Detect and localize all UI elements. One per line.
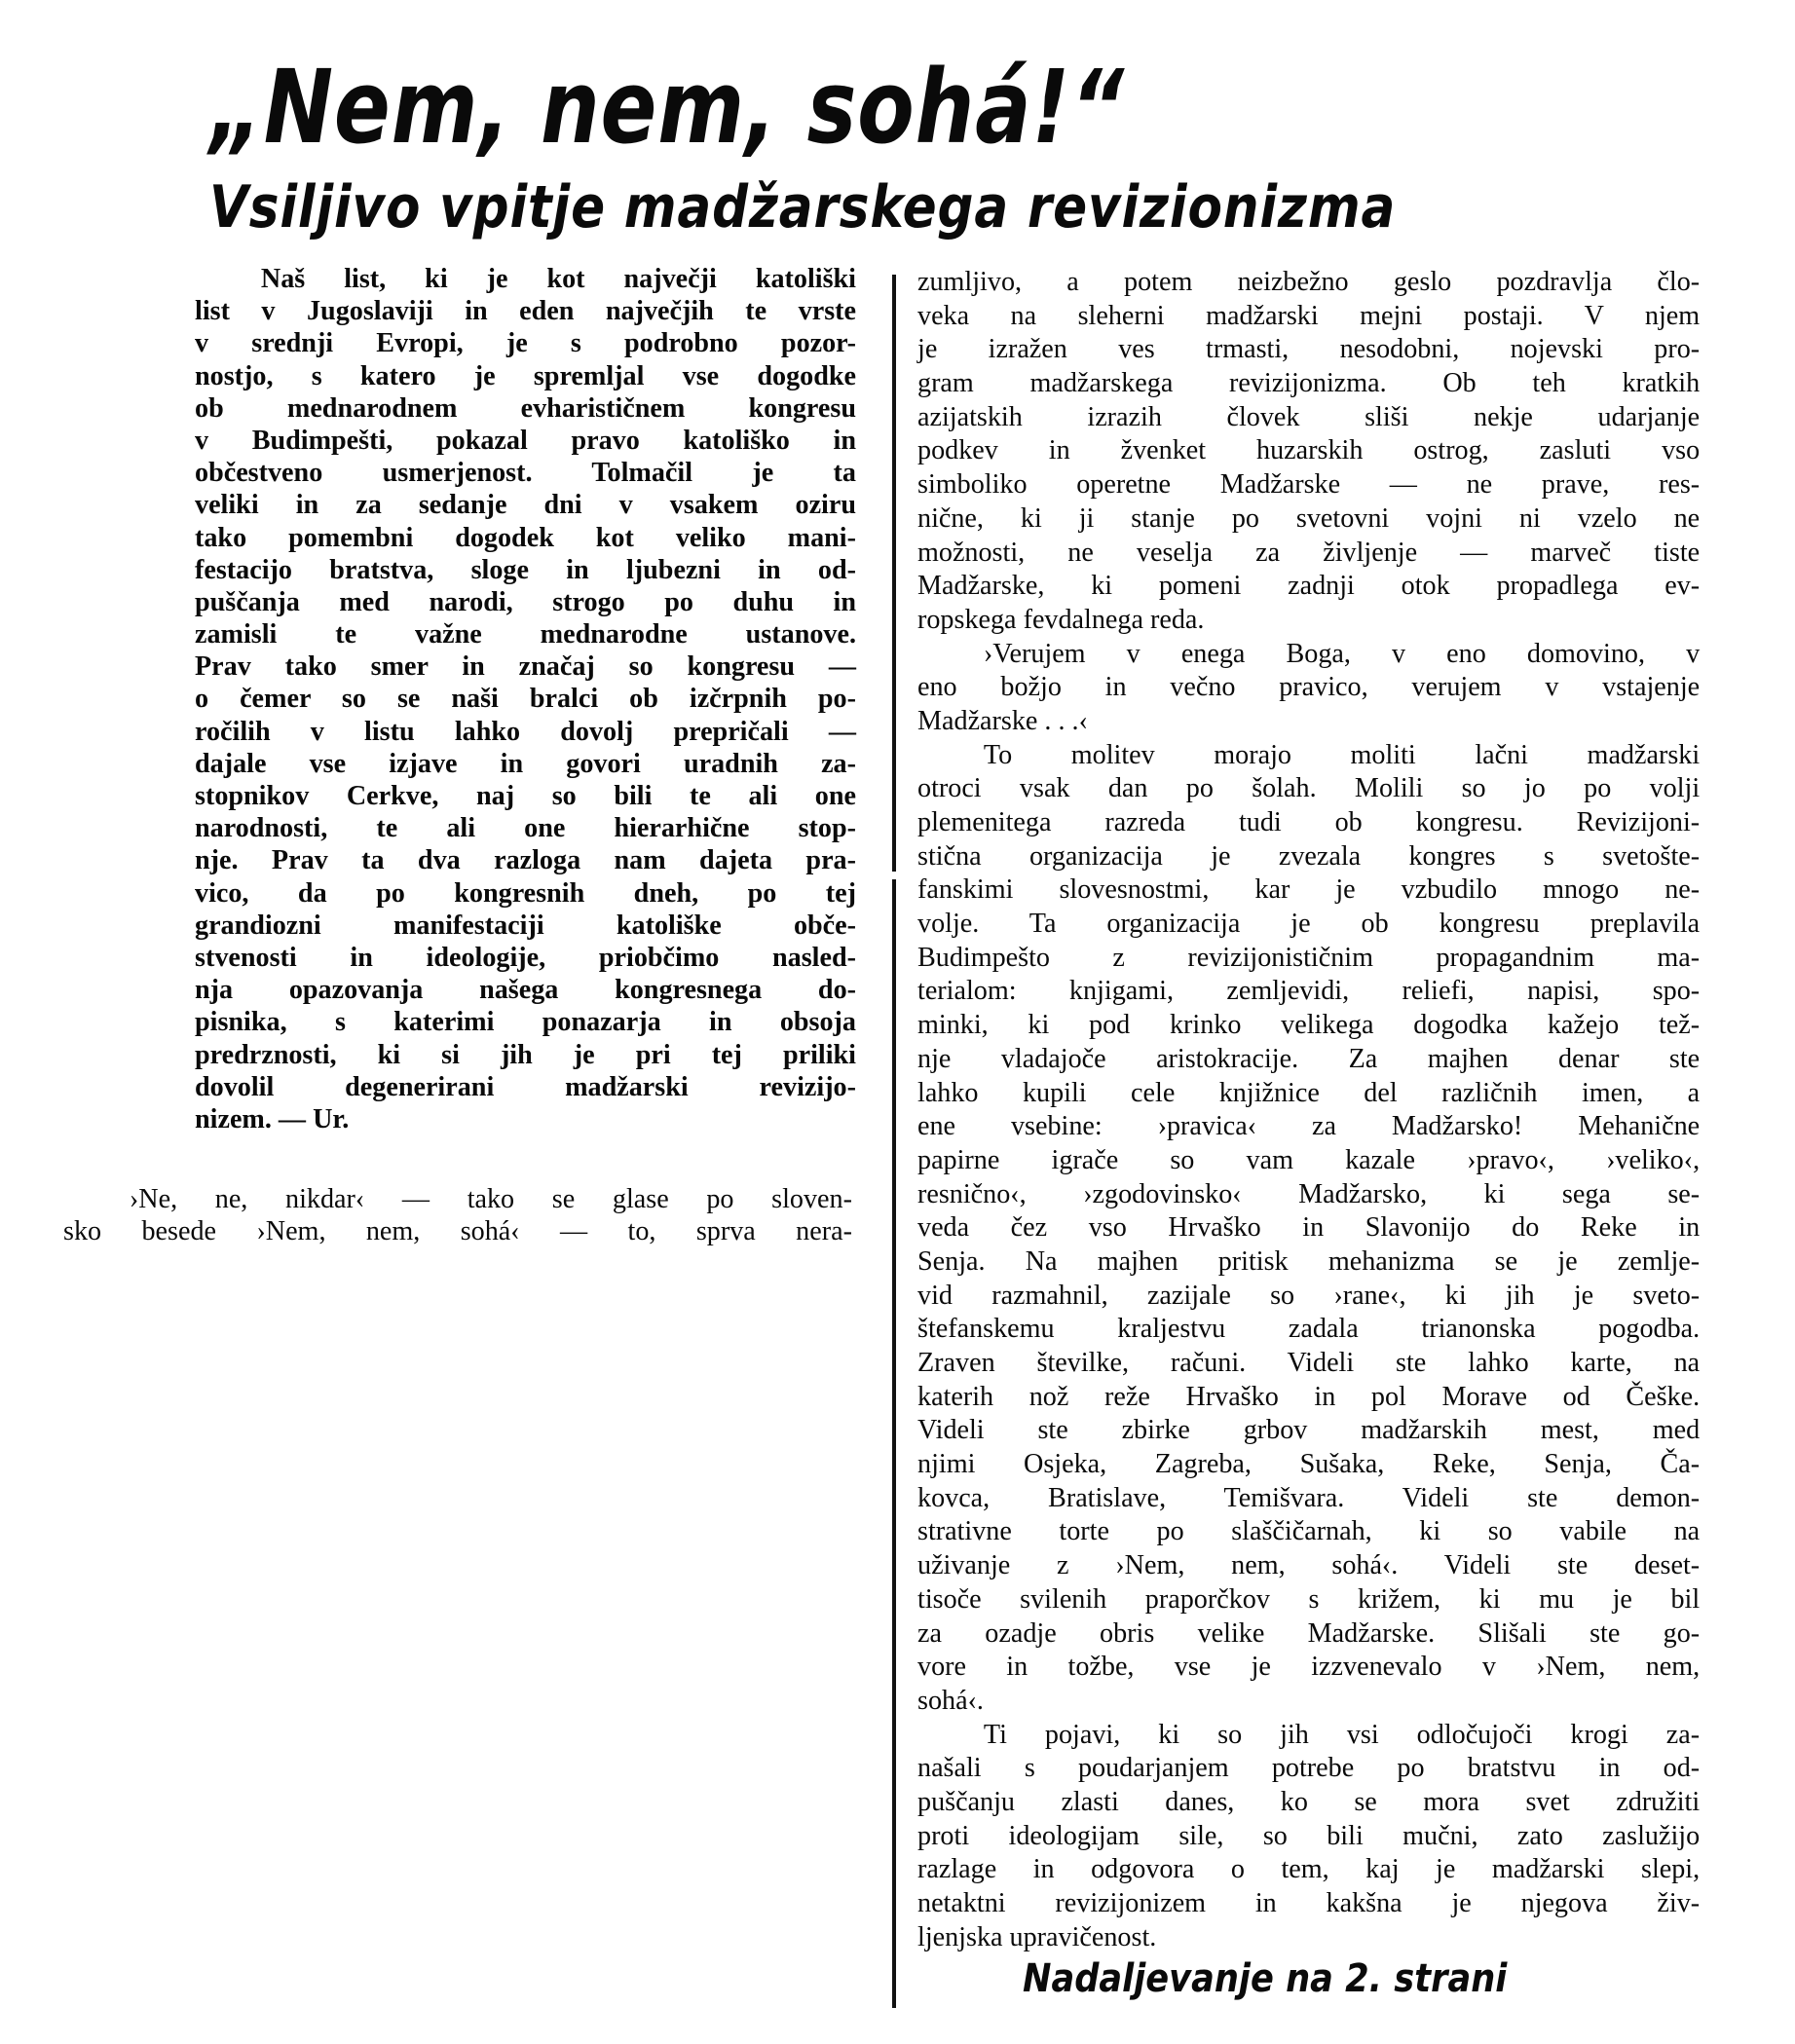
text-line: nje. Prav ta dva razloga nam dajeta pra-: [195, 844, 856, 876]
text-line: volje. Ta organizacija je ob kongresu preplavila: [917, 908, 1701, 940]
text-line: ropskega fevdalnega reda.: [917, 603, 1205, 635]
text-line: uživanje z ›Nem, nem, sohá‹. Videli ste deset-: [917, 1549, 1701, 1581]
text-line: veliki in za sedanje dni v vsakem oziru: [195, 489, 856, 521]
text-line: list v Jugoslaviji in eden največjih te vrste: [195, 295, 856, 327]
text-line: dajale vse izjave in govori uradnih za-: [195, 747, 856, 779]
text-line: njimi Osjeka, Zagreba, Sušaka, Reke, Senja, Ča-: [917, 1448, 1701, 1480]
text-line: o čemer so se naši bralci ob izčrpnih po-: [195, 683, 856, 715]
text-line: papirne igrače so vam kazale ›pravo‹, ›veliko‹,: [917, 1143, 1701, 1175]
text-line: Prav tako smer in značaj so kongresu —: [195, 650, 856, 683]
text-line: fanskimi slovesnostmi, kar je vzbudilo mnogo ne-: [917, 873, 1701, 906]
text-line: grandiozni manifestaciji katoliške obče-: [195, 909, 856, 941]
text-line: katerih nož reže Hrvaško in pol Morave od Češke.: [917, 1380, 1701, 1412]
text-line: simboliko operetne Madžarske — ne prave, res-: [917, 468, 1701, 501]
text-line: možnosti, ne veselja za življenje — marveč tiste: [917, 536, 1701, 568]
text-line: nja opazovanja našega kongresnega do-: [195, 974, 856, 1006]
left-column-body: [63, 1183, 877, 1247]
text-line: zumljivo, a potem neizbežno geslo pozdravlja člo-: [917, 266, 1701, 297]
text-line: Naš list, ki je kot največji katoliški: [260, 263, 856, 294]
text-line: nostjo, s katero je spremljal vse dogodke: [195, 359, 856, 391]
text-line: To molitev morajo moliti lačni madžarski: [983, 738, 1701, 770]
text-line: Videli ste zbirke grbov madžarskih mest, med: [917, 1414, 1701, 1446]
text-line: puščanja med narodi, strogo po duhu in: [195, 585, 856, 617]
text-line: stična organizacija je zvezala kongres s svetošte-: [917, 839, 1701, 872]
text-line: Madžarske, ki pomeni zadnji otok propadlega ev-: [917, 570, 1701, 602]
left-column-intro: [195, 263, 877, 1135]
column-divider-gap: [890, 872, 898, 879]
text-line: sohá‹.: [917, 1684, 984, 1716]
text-line: ljenjska upravičenost.: [917, 1920, 1157, 1952]
text-line: vid razmahnil, zazijale so ›rane‹, ki jih je sveto-: [917, 1279, 1701, 1311]
text-line: lahko kupili cele knjižnice del različnih imen, a: [917, 1076, 1701, 1108]
text-line: tisoče svilenih praporčkov s križem, ki mu je bil: [917, 1582, 1701, 1615]
text-line: Budimpešto z revizijonističnim propagandnim ma-: [917, 941, 1701, 973]
text-line: tako pomembni dogodek kot veliko mani-: [195, 521, 856, 553]
text-line: Madžarske . . .‹: [917, 704, 1088, 736]
text-line: podkev in žvenket huzarskih ostrog, zasluti vso: [917, 434, 1701, 466]
text-line: proti ideologijam sile, so bili mučni, zato zaslužijo: [917, 1819, 1701, 1851]
text-line: otroci vsak dan po šolah. Molili so jo po volji: [917, 772, 1701, 804]
article-headline: „Nem, nem, sohá!“: [209, 48, 1125, 167]
text-line: Zraven številke, računi. Videli ste lahko karte, na: [917, 1347, 1701, 1378]
text-line: gram madžarskega revizijonizma. Ob teh kratkih: [917, 367, 1701, 399]
text-line: nične, ki ji stanje po svetovni vojni ni vzelo ne: [917, 502, 1701, 534]
text-line: ›Ne, ne, nikdar‹ — tako se glase po sloven-: [129, 1183, 852, 1214]
text-line: eno božjo in večno pravico, verujem v vstajenje: [917, 671, 1701, 703]
text-line: minki, ki pod krinko velikega dogodka kažejo tež-: [917, 1009, 1701, 1041]
text-line: je izražen ves trmasti, nesodobni, nojevski pro-: [917, 333, 1701, 365]
text-line: narodnosti, te ali one hierarhične stop-: [195, 812, 856, 844]
text-line: vico, da po kongresnih dneh, po tej: [195, 876, 856, 909]
text-line: festacijo bratstva, sloge in ljubezni in od-: [195, 553, 856, 585]
column-divider: [892, 275, 896, 2008]
text-line: dovolil degenerirani madžarski revizijo-: [195, 1070, 856, 1102]
text-line: netaktni revizijonizem in kakšna je njegova živ-: [917, 1887, 1701, 1918]
text-line: nje vladajoče aristokracije. Za majhen denar ste: [917, 1042, 1701, 1074]
text-line: azijatskih izrazih človek sliši nekje udarjanje: [917, 400, 1701, 432]
text-line: pisnika, s katerimi ponazarja in obsoja: [195, 1006, 856, 1038]
text-line: veda čez vso Hrvaško in Slavonijo do Reke in: [917, 1211, 1701, 1244]
editorial-intro: [195, 263, 877, 1135]
text-line: resnično‹, ›zgodovinsko‹ Madžarsko, ki sega se-: [917, 1177, 1701, 1209]
text-line: za ozadje obris velike Madžarske. Slišali ste go-: [917, 1617, 1701, 1649]
text-line: terialom: knjigami, zemljevidi, reliefi, napisi, spo-: [917, 975, 1701, 1007]
text-line: veka na sleherni madžarski mejni postaji. V njem: [917, 299, 1701, 331]
text-line: v srednji Evropi, je s podrobno pozor-: [195, 327, 856, 359]
text-line: ›Verujem v enega Boga, v eno domovino, v: [983, 637, 1701, 669]
text-line: vore in tožbe, vse je izzvenevalo v ›Nem, nem,: [917, 1651, 1701, 1683]
text-line: strativne torte po slaščičarnah, ki so vabile na: [917, 1515, 1701, 1547]
text-line: našali s poudarjanjem potrebe po bratstvu in od-: [917, 1752, 1701, 1784]
text-line: predrznosti, ki si jih je pri tej priliki: [195, 1038, 856, 1070]
text-line: občestveno usmerjenost. Tolmačil je ta: [195, 457, 856, 489]
text-line: Ti pojavi, ki so jih vsi odločujoči krogi za-: [983, 1718, 1701, 1750]
text-line: štefanskemu kraljestvu zadala trianonska pogodba.: [917, 1313, 1701, 1345]
text-line: v Budimpešti, pokazal pravo katoliško in: [195, 424, 856, 456]
text-line: zamisli te važne mednarodne ustanove.: [195, 618, 856, 650]
text-line: stvenosti in ideologije, priobčimo nasled-: [195, 941, 856, 973]
text-line: sko besede ›Nem, nem, sohá‹ — to, sprva nera-: [63, 1215, 852, 1247]
text-line: nizem. — Ur.: [195, 1102, 350, 1134]
continuation-notice: Nadaljevanje na 2. strani: [1023, 1956, 1508, 2001]
text-line: ene vsebine: ›pravica‹ za Madžarsko! Mehanične: [917, 1110, 1701, 1142]
text-line: Senja. Na majhen pritisk mehanizma se je zemlje-: [917, 1245, 1701, 1277]
text-line: puščanju zlasti danes, ko se mora svet združiti: [917, 1785, 1701, 1817]
article-subheadline: Vsiljivo vpitje madžarskega revizionizma: [209, 173, 1397, 242]
text-line: kovca, Bratislave, Temišvara. Videli ste demon-: [917, 1481, 1701, 1513]
text-line: stopnikov Cerkve, naj so bili te ali one: [195, 780, 856, 811]
text-line: ob mednarodnem evharističnem kongresu: [195, 391, 856, 424]
text-line: razlage in odgovora o tem, kaj je madžarski slepi,: [917, 1853, 1701, 1885]
text-line: plemenitega razreda tudi ob kongresu. Revizijoni-: [917, 806, 1701, 837]
text-line: ročilih v listu lahko dovolj prepričali —: [195, 715, 856, 747]
right-column: [917, 265, 1724, 1953]
